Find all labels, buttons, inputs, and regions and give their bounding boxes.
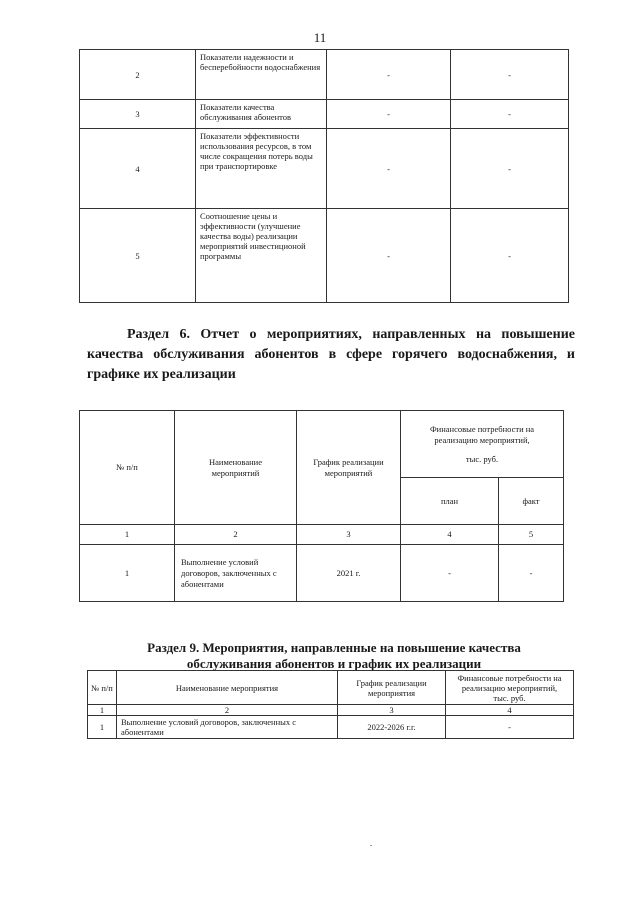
header-num: № п/п [80,411,175,525]
row-number: 1 [80,545,175,602]
activity-fact: - [499,545,564,602]
header-finance: Финансовые потребности на реализацию мероприятий, тыс. руб. [446,671,574,705]
header-schedule: График реализации мероприятия [338,671,446,705]
row-number: 5 [80,209,196,303]
row-number: 4 [80,129,196,209]
row-number: 2 [80,50,196,100]
indicator-name: Показатели эффективности использования ресурсов, в том числе сокращения потерь воды при транспортировке [196,129,327,209]
header-num: № п/п [88,671,117,705]
indicator-value: - [451,100,569,129]
column-number: 2 [175,525,297,545]
column-number: 5 [499,525,564,545]
table-row [80,545,564,602]
table-row [80,100,569,129]
indicators-table [79,49,569,303]
header-schedule [297,411,401,525]
header-name: Наименование мероприятия [117,671,338,705]
indicator-name: Показатели качества обслуживания абонентов [196,100,327,129]
page-number: 11 [313,30,327,45]
section6-table [79,410,564,602]
activity-schedule: 2022-2026 г.г. [338,716,446,739]
column-number: 3 [338,705,446,716]
column-number: 3 [297,525,401,545]
indicator-value: - [327,50,451,100]
header-fact: факт [499,478,564,525]
header-finance [401,411,564,478]
column-number-row [88,705,574,716]
table-row [80,50,569,100]
section9-heading-line2: обслуживания абонентов и график их реализации [186,656,482,671]
activity-name: Выполнение условий договоров, заключенных с абонентами [175,545,297,602]
column-number: 4 [446,705,574,716]
indicator-value: - [451,129,569,209]
table-row [88,716,574,739]
activity-name: Выполнение условий договоров, заключенных с абонентами [117,716,338,739]
activity-finance: - [446,716,574,739]
activity-plan: - [401,545,499,602]
header-name: Наименование мероприятий [175,411,297,525]
table-row [80,129,569,209]
column-number-row [80,525,564,545]
header-finance-line1: Финансовые потребности на реализацию мероприятий, [429,423,535,445]
section9-heading [100,640,568,672]
header-plan: план [401,478,499,525]
indicator-value: - [451,50,569,100]
column-number: 2 [117,705,338,716]
row-number: 1 [88,716,117,739]
header-row [88,671,574,705]
header-finance-line2: тыс. руб. [465,453,499,464]
row-number: 3 [80,100,196,129]
scan-speck [370,845,372,846]
indicator-value: - [451,209,569,303]
section9-heading-line1: Раздел 9. Мероприятия, направленные на повышение качества [147,640,521,655]
indicator-name: Показатели надежности и бесперебойности водоснабжения [196,50,327,100]
header-schedule-text: График реализации мероприятий [313,456,384,478]
indicator-value: - [327,209,451,303]
section6-heading: Раздел 6. Отчет о мероприятиях, направленных на повышение качества обслуживания абонентов в сфере горячего водоснабжения, и графике их реализации [87,327,575,382]
indicator-name: Соотношение цены и эффективности (улучшение качества воды) реализации мероприятий инвестиционой программы [196,209,327,303]
indicator-value: - [327,129,451,209]
header-row [80,411,564,478]
activity-schedule: 2021 г. [297,545,401,602]
table-row [80,209,569,303]
column-number: 1 [88,705,117,716]
column-number: 1 [80,525,175,545]
indicator-value: - [327,100,451,129]
section9-table [87,670,574,739]
column-number: 4 [401,525,499,545]
